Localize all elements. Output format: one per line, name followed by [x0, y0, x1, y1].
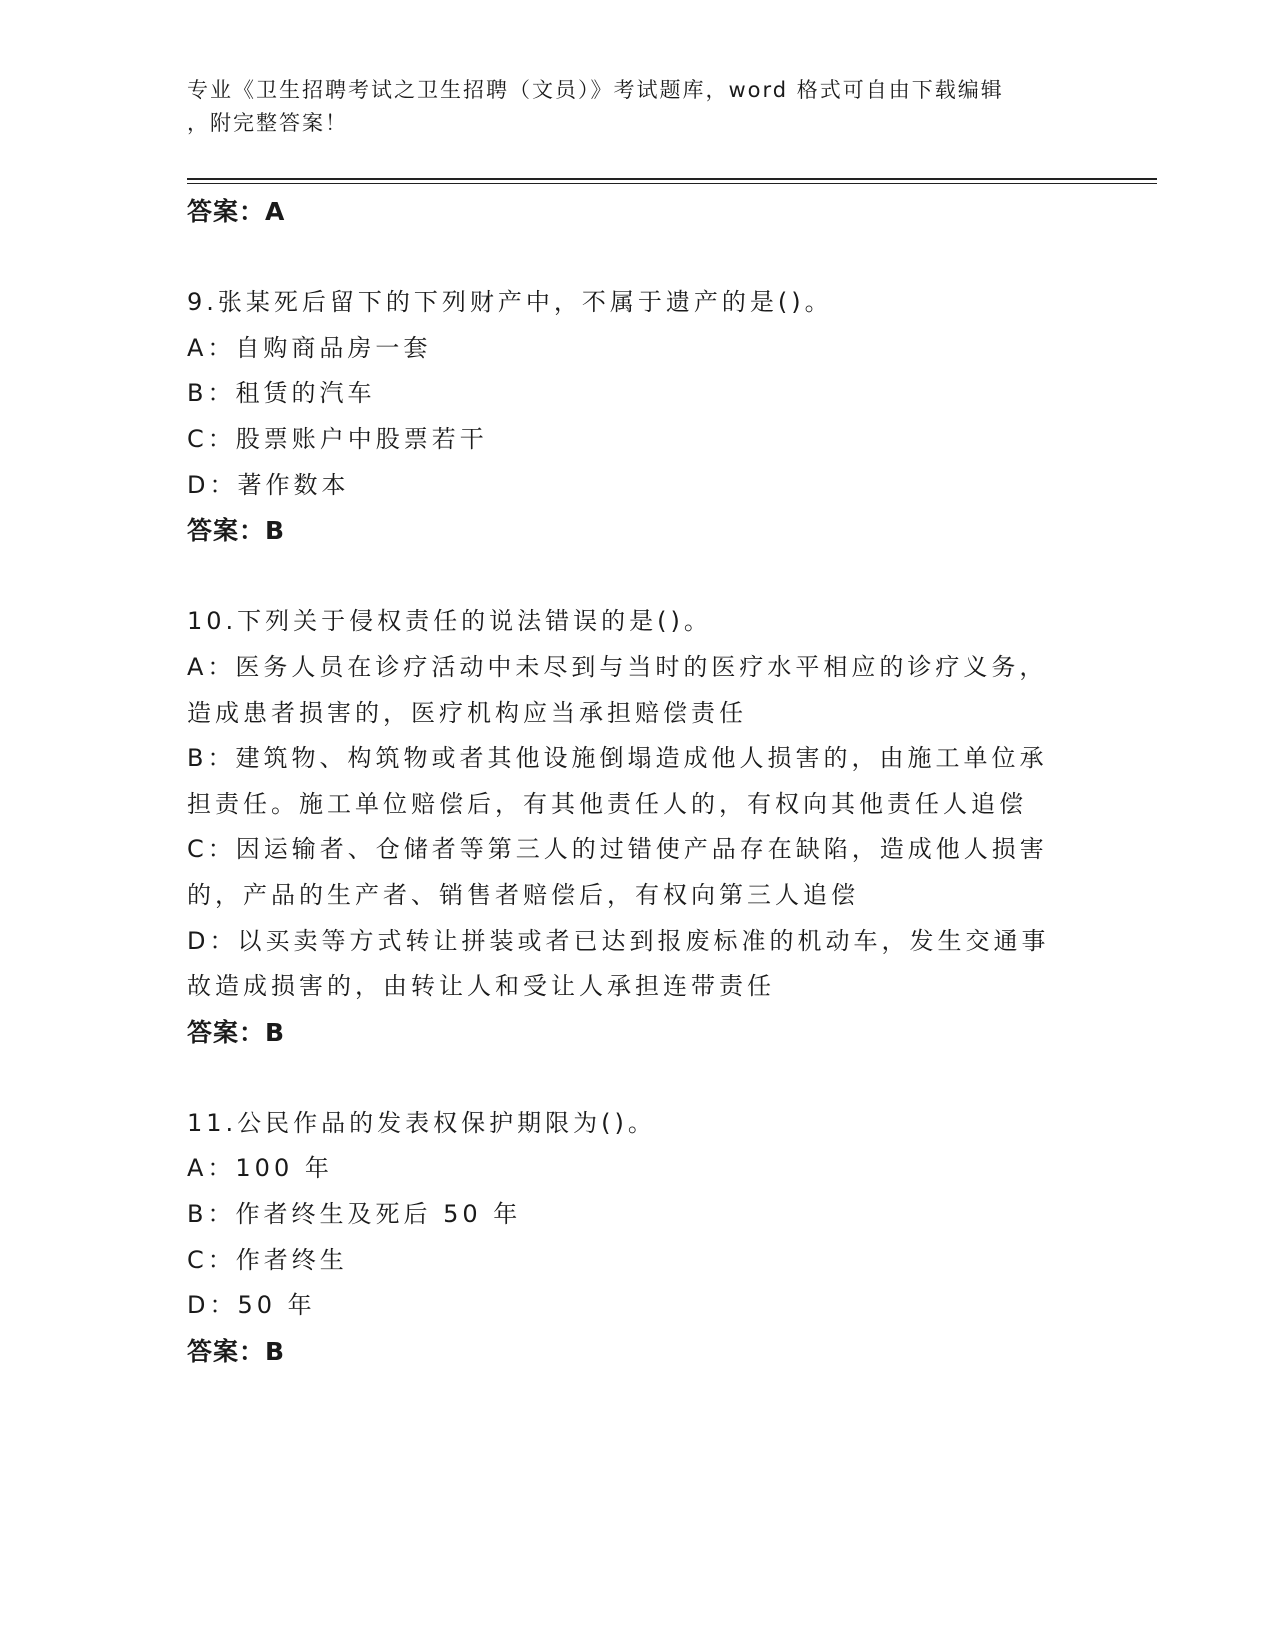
- spacer: [187, 235, 1087, 281]
- spacer: [187, 554, 1087, 600]
- option-c: C：因运输者、仓储者等第三人的过错使产品存在缺陷，造成他人损害: [187, 835, 1048, 864]
- option-b-continued: 担责任。施工单位赔偿后，有其他责任人的，有权向其他责任人追偿: [187, 789, 1027, 818]
- question-title: 10.下列关于侵权责任的说法错误的是()。: [187, 607, 712, 636]
- option-a-continued: 造成患者损害的，医疗机构应当承担赔偿责任: [187, 698, 747, 727]
- question-title: 11.公民作品的发表权保护期限为()。: [187, 1108, 656, 1137]
- option-b: B：作者终生及死后 50 年: [187, 1200, 522, 1229]
- answer-line: 答案：A: [187, 197, 286, 226]
- option-c: C：股票账户中股票若干: [187, 424, 488, 453]
- header-line-2: ，附完整答案！: [187, 111, 348, 135]
- answer-line: 答案：B: [187, 516, 286, 546]
- question-title: 9.张某死后留下的下列财产中，不属于遗产的是()。: [187, 288, 833, 317]
- option-a: A：医务人员在诊疗活动中未尽到与当时的医疗水平相应的诊疗义务，: [187, 652, 1048, 681]
- option-b: B：租赁的汽车: [187, 379, 376, 408]
- option-d: D：著作数本: [187, 470, 350, 499]
- header-divider: [187, 178, 1157, 184]
- question-10: [187, 599, 1087, 1055]
- option-d: D：50 年: [187, 1291, 316, 1320]
- document-header: [187, 74, 1087, 140]
- option-a: A：自购商品房一套: [187, 333, 432, 362]
- header-line-1: 专业《卫生招聘考试之卫生招聘（文员）》考试题库，word 格式可自由下载编辑: [187, 78, 1004, 102]
- option-d: D：以买卖等方式转让拼装或者已达到报废标准的机动车，发生交通事: [187, 926, 1050, 955]
- option-d-continued: 故造成损害的，由转让人和受让人承担连带责任: [187, 972, 775, 1001]
- spacer: [187, 1055, 1087, 1101]
- option-c-continued: 的，产品的生产者、销售者赔偿后，有权向第三人追偿: [187, 880, 859, 909]
- option-a: A：100 年: [187, 1154, 333, 1183]
- option-b: B：建筑物、构筑物或者其他设施倒塌造成他人损害的，由施工单位承: [187, 744, 1048, 773]
- question-list: [187, 189, 1087, 1374]
- question-9: [187, 280, 1087, 554]
- answer-line: 答案：B: [187, 1017, 286, 1047]
- option-c: C：作者终生: [187, 1245, 348, 1274]
- answer-line: 答案：B: [187, 1336, 286, 1366]
- question-11: [187, 1101, 1087, 1375]
